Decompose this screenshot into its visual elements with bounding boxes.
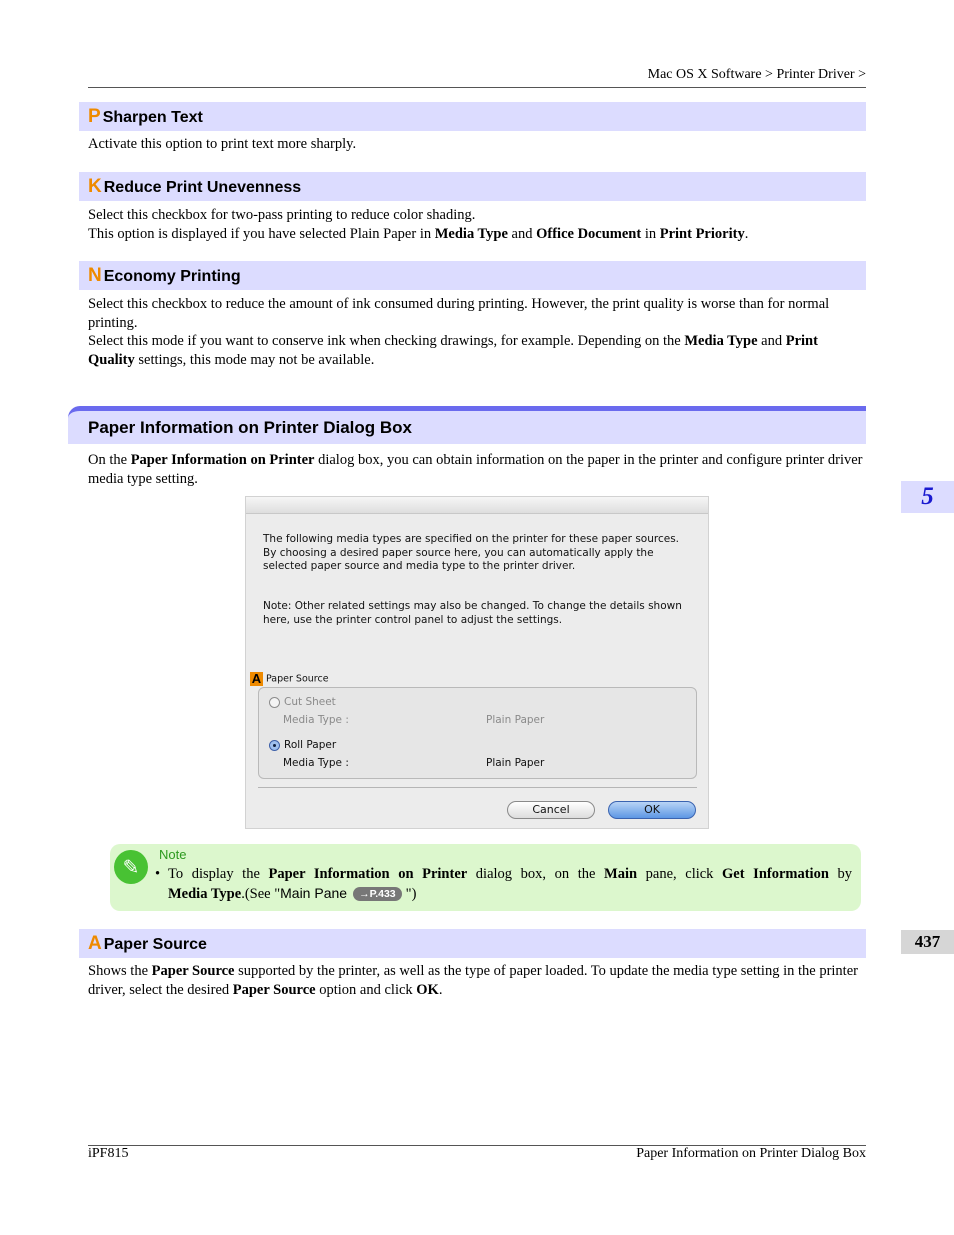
section-letter: N (88, 265, 102, 286)
dialog-title-bar (246, 497, 708, 514)
section-heading-sharpen-text (79, 102, 866, 131)
radio-roll-paper[interactable]: Roll Paper (269, 739, 336, 751)
media-type-value: Plain Paper (486, 714, 545, 726)
radio-button-icon (269, 697, 280, 708)
paragraph: On the Paper Information on Printer dialog box, you can obtain information on the paper in the printer and configure printer driver media type setting. (88, 452, 863, 487)
breadcrumb: Mac OS X Software > Printer Driver > (647, 67, 866, 82)
paragraph: Shows the Paper Source supported by the printer, as well as the type of paper loaded. To update the media type setting in the printer driver, select the desired Paper Source option and click OK. (88, 963, 858, 998)
radio-button-selected-icon (269, 740, 280, 751)
sharpen-text-body (88, 135, 866, 154)
section-heading-economy-printing (79, 261, 866, 290)
section-heading-paper-source (79, 929, 866, 958)
main-section-heading: Paper Information on Printer Dialog Box (68, 406, 866, 444)
page-number-tab: 437 (901, 930, 954, 954)
paragraph: Activate this option to print text more sharply. (88, 136, 357, 152)
footer-section-title: Paper Information on Printer Dialog Box (636, 1146, 866, 1161)
paper-source-label: A Paper Source (251, 671, 329, 686)
media-type-label: Media Type : (283, 757, 349, 769)
note-title: Note (159, 847, 187, 862)
chapter-tab[interactable]: 5 (901, 481, 954, 513)
cancel-button[interactable]: Cancel (507, 801, 595, 819)
section-letter: A (88, 933, 102, 954)
media-type-label: Media Type : (283, 714, 349, 726)
section-letter: K (88, 176, 102, 197)
link-main-pane[interactable]: Main Pane (280, 885, 348, 901)
section-title: Economy Printing (103, 268, 241, 285)
paper-source-body (88, 962, 866, 999)
paragraph: This option is displayed if you have selected Plain Paper in Media Type and Office Document in Print Priority. (88, 225, 749, 242)
section-heading-reduce-unevenness (79, 172, 866, 201)
radio-cut-sheet[interactable]: Cut Sheet (269, 696, 336, 708)
economy-printing-body (88, 295, 866, 370)
paragraph: Select this checkbox for two-pass printing to reduce color shading. (88, 207, 476, 223)
paper-source-group (258, 687, 697, 779)
paper-information-dialog (245, 496, 709, 829)
paragraph: Select this mode if you want to conserve ink when checking drawings, for example. Depending on the Media Type and Print Quality settings, this mode may not be available. (88, 333, 818, 369)
dialog-separator (258, 787, 697, 788)
header-rule (88, 87, 866, 88)
section-letter: P (88, 106, 101, 127)
section-title: Paper Source (103, 936, 207, 953)
section-title: Reduce Print Unevenness (103, 179, 302, 196)
dialog-note-text: Note: Other related settings may also be changed. To change the details shown here, use the printer control panel to adjust the settings. (263, 600, 682, 626)
ok-button[interactable]: OK (608, 801, 696, 819)
note-box (110, 844, 861, 911)
page-reference-badge[interactable]: →P.433 (353, 887, 402, 901)
pencil-icon: ✎ (114, 850, 148, 884)
section-title: Sharpen Text (102, 109, 203, 126)
footer-model: iPF815 (88, 1146, 129, 1161)
main-section-body (88, 451, 866, 488)
reduce-unevenness-body (88, 206, 866, 243)
callout-badge-a: A (251, 671, 262, 686)
paragraph: Select this checkbox to reduce the amount of ink consumed during printing. However, the print quality is worse than for normal printing. (88, 296, 830, 331)
dialog-info-text: The following media types are specified on the printer for these paper sources. By choosing a desired paper source here, you can automatically apply the selected paper source and media type to the printer driver. (263, 533, 679, 572)
note-text: • To display the Paper Information on Printer dialog box, on the Main pane, click Get Information by Media Type.(See "Main Pane →P.433 ") (155, 866, 853, 902)
media-type-value: Plain Paper (486, 757, 545, 769)
